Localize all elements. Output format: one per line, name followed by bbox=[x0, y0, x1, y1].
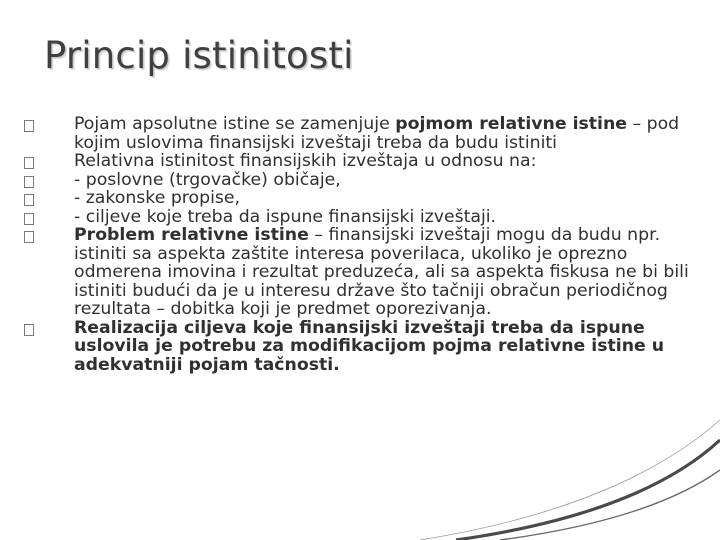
square-bullet-icon bbox=[24, 213, 34, 225]
bullet-list bbox=[24, 115, 714, 374]
bullet-item bbox=[24, 189, 714, 208]
bullet-item bbox=[24, 208, 714, 227]
bullet-text-bold: Realizacija ciljeva koje finansijski izveštaji treba da ispune uslovila je potrebu za modifikacijom pojma relativne istine u adekvatniji pojam tačnosti. bbox=[74, 317, 665, 375]
square-bullet-icon bbox=[24, 157, 34, 169]
bullet-item bbox=[24, 171, 714, 190]
bullet-text-bold: Problem relativne istine bbox=[74, 225, 309, 245]
corner-curve-thin bbox=[420, 420, 720, 540]
bullet-text: Relativna istinitost finansijskih izveštaja u odnosu na: bbox=[74, 151, 537, 171]
square-bullet-icon bbox=[24, 120, 34, 132]
bullet-text: - ciljeve koje treba da ispune finansijski izveštaji. bbox=[74, 206, 497, 227]
square-bullet-icon bbox=[24, 231, 34, 243]
square-bullet-icon bbox=[24, 324, 34, 336]
bullet-text: - poslovne (trgovačke) običaje, bbox=[74, 169, 341, 190]
corner-curve-thick bbox=[456, 440, 720, 540]
bullet-text-bold: pojmom relativne istine bbox=[395, 114, 628, 134]
bullet-text: - zakonske propise, bbox=[74, 188, 240, 208]
bullet-text: – finansijski izveštaji mogu da budu npr. istiniti sa aspekta zaštite interesa poverilaca, ukoliko je oprezno odmerena imovina i rezultat preduzeća, ali sa aspekta fiskusa ne bi bili istiniti budući da je u interesu države što tačniji obračun periodičnog rezultata – dobitka koji je predmet oporezivanja. bbox=[74, 225, 689, 319]
bullet-item bbox=[24, 226, 714, 319]
bullet-text: Pojam apsolutne istine se zamenjuje bbox=[74, 114, 396, 134]
corner-curve-medium bbox=[500, 470, 720, 540]
slide-title: Princip istinitosti bbox=[44, 34, 354, 77]
square-bullet-icon bbox=[24, 194, 34, 206]
bullet-item bbox=[24, 115, 714, 152]
bullet-text: – pod kojim uslovima finansijski izveštaji treba da budu istiniti bbox=[74, 114, 680, 153]
bullet-item bbox=[24, 152, 714, 171]
bullet-item bbox=[24, 319, 714, 375]
square-bullet-icon bbox=[24, 176, 34, 188]
